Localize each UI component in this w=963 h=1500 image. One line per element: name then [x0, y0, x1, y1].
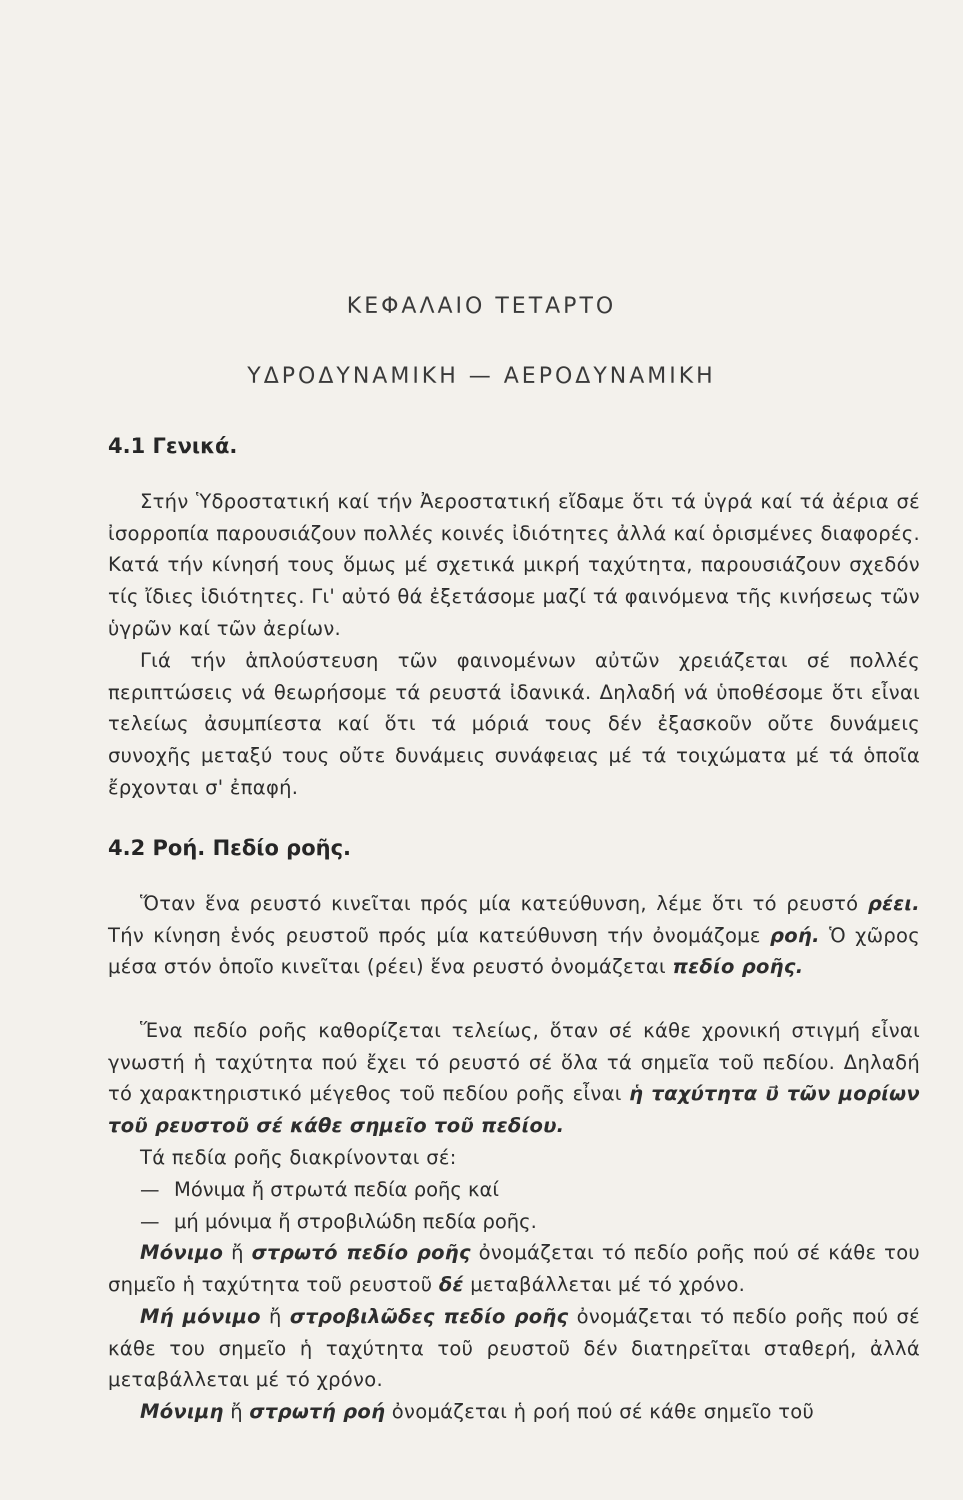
text-span: Τήν κίνηση ἑνός ρευστοῦ πρός μία κατεύθυνση τήν ὀνομάζομε: [108, 923, 770, 947]
chapter-label: ΚΕΦΑΛΑΙΟ ΤΕΤΑΡΤΟ: [346, 294, 617, 319]
term-velocity: ἡ ταχύτητα υ⃗ τῶν μορίων τοῦ ρευστοῦ σέ κάθε σημεῖο τοῦ πεδίου.: [108, 1082, 920, 1138]
list-item: [108, 1174, 920, 1206]
paragraph-steady-flow: [108, 1396, 920, 1428]
paragraph-flow-definition: [108, 888, 920, 983]
list-item: [108, 1206, 920, 1238]
paragraph-general-1: Στήν Ὑδροστατική καί τήν Ἀεροστατική εἴδαμε ὅτι τά ὑγρά καί τά ἀέρια σέ ἰσορροπία παρουσιάζουν πολλές κοινές ἰδιότητες ἀλλά καί ὁρισμένες διαφορές. Κατά τήν κίνησή τους ὅμως μέ σχετικά μικρή ταχύτητα, παρουσιάζουν σχεδόν τίς ἴδιες ἰδιότητες. Γι' αὐτό θά ἐξετάσομε μαζί τά φαινόμενα τῆς κινήσεως τῶν ὑγρῶν καί τῶν ἀερίων.: [108, 490, 920, 640]
term-steady: Μόνιμο: [140, 1241, 224, 1264]
term-flow-field: πεδίο ροῆς.: [672, 955, 804, 979]
paragraph-general-2: Γιά τήν ἁπλούστευση τῶν φαινομένων αὐτῶν χρειάζεται σέ πολλές περιπτώσεις νά θεωρήσομε τά ρευστά ἰδανικά. Δηλαδή νά ὑποθέσομε ὅτι εἶναι τελείως ἀσυμπίεστα καί ὅτι τά μόριά τους δέν ἐξασκοῦν οὔτε δυνάμεις συνοχῆς μεταξύ τους οὔτε δυνάμεις συνάφειας μέ τά τοιχώματα μέ τά ὁποῖα ἔρχονται σ' ἐπαφή.: [108, 649, 920, 799]
text-span: ὀνομάζεται ἡ ροή πού σέ κάθε σημεῖο τοῦ: [385, 1400, 815, 1423]
term-turbulent-field: στροβιλῶδες πεδίο ροῆς: [289, 1305, 569, 1328]
list-item-text: μή μόνιμα ἤ στροβιλώδη πεδία ροῆς.: [174, 1209, 537, 1233]
paragraph-steady-field: [108, 1237, 920, 1300]
text-span: ἤ: [223, 1241, 252, 1264]
text-span: ὀνομάζεται τό πεδίο ροῆς πού σέ κάθε του σημεῖο ἡ ταχύτητα τοῦ ρευστοῦ δέν διατηρεῖται σταθερή, ἀλλά μεταβάλλεται μέ τό χρόνο.: [108, 1305, 920, 1392]
term-laminar-flow: στρωτή ροή: [249, 1400, 386, 1423]
text-span: Ὅταν ἕνα ρευστό κινεῖται πρός μία κατεύθυνση, λέμε ὅτι τό ρευστό: [140, 892, 868, 915]
text-span: ἤ: [223, 1400, 250, 1423]
term-not: δέ: [438, 1272, 464, 1296]
list-item-text: Μόνιμα ἤ στρωτά πεδία ροῆς καί: [174, 1178, 499, 1201]
term-laminar-field: στρωτό πεδίο ροῆς: [251, 1241, 471, 1264]
list-dash: —: [140, 1209, 160, 1233]
text-span: ἤ: [260, 1305, 290, 1328]
chapter-title: ΥΔΡΟΔΥΝΑΜΙΚΗ — ΑΕΡΟΔΥΝΑΜΙΚΗ: [247, 364, 716, 389]
term-unsteady: Μή μόνιμο: [140, 1305, 261, 1328]
paragraph-flow-field: [108, 1015, 920, 1142]
term-steady-flow: Μόνιμη: [140, 1400, 224, 1423]
text-span: ὀνομάζεται τό πεδίο ροῆς πού σέ κάθε του σημεῖο ἡ ταχύτητα τοῦ ρευστοῦ: [108, 1241, 921, 1296]
term-flows: ρέει.: [867, 892, 920, 915]
term-flow: ροή.: [769, 923, 820, 947]
text-span: μεταβάλλεται μέ τό χρόνο.: [463, 1272, 746, 1296]
section-heading-4-2: 4.2 Ροή. Πεδίο ροῆς.: [108, 836, 352, 860]
paragraph-unsteady-field: [108, 1301, 920, 1396]
text-span: Ὁ χῶρος μέσα στόν ὁποῖο κινεῖται (ρέει) ἕνα ρευστό ὀνομάζεται: [108, 923, 920, 979]
text-span: Ἕνα πεδίο ροῆς καθορίζεται τελείως, ὅταν σέ κάθε χρονική στιγμή εἶναι γνωστή ἡ ταχύτητα πού ἔχει τό ρευστό σέ ὅλα τά σημεῖα τοῦ πεδίου. Δηλαδή τό χαρακτηριστικό μέγεθος τοῦ πεδίου ροῆς εἶναι: [108, 1019, 920, 1106]
section-heading-4-1: 4.1 Γενικά.: [108, 434, 238, 458]
paragraph-flow-types-intro: Τά πεδία ροῆς διακρίνονται σέ:: [140, 1146, 457, 1169]
list-dash: —: [140, 1178, 160, 1201]
flow-types-list: [108, 1174, 920, 1237]
